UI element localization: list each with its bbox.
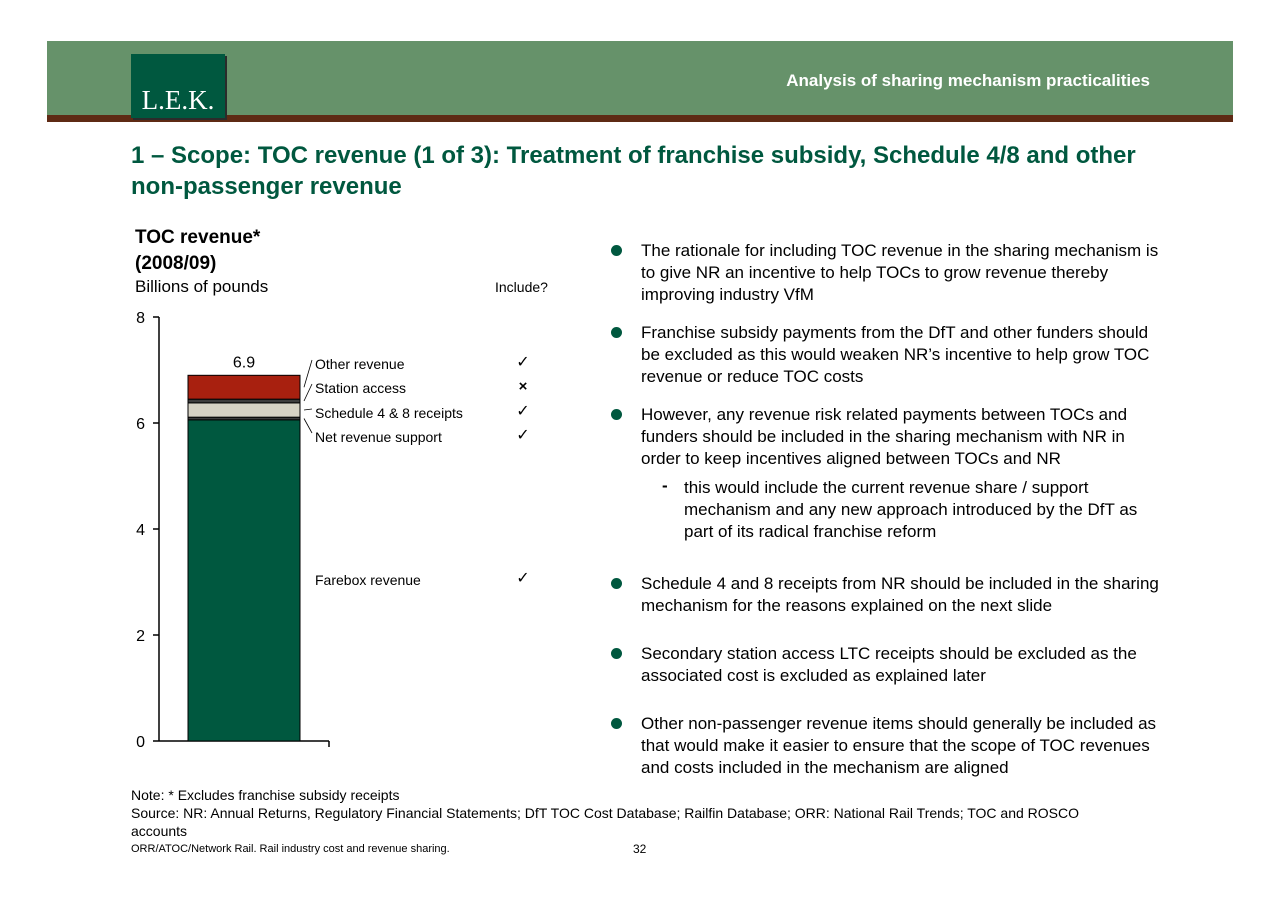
sub-bullet-item (608, 477, 1168, 543)
logo-text: L.E.K. (141, 85, 215, 115)
y-tick-label-0: 0 (136, 734, 145, 751)
segment-label-station-access: Station access (315, 380, 407, 396)
bullet-item (608, 404, 1168, 470)
bar-segment-station-access (188, 399, 300, 403)
chart-y-label: Billions of pounds (135, 277, 269, 296)
bar-segment-other-revenue (188, 375, 300, 399)
bullet-dot-icon (611, 718, 622, 729)
stacked-bar-chart (0, 0, 600, 780)
bullet-dot-icon (611, 409, 622, 420)
bullet-item (608, 643, 1168, 687)
bullet-item (608, 240, 1168, 306)
source-note: Source: NR: Annual Returns, Regulatory Financial Statements; DfT TOC Cost Database; Railfin Database; ORR: National Rail Trends; TOC and ROSCO accounts (131, 805, 1080, 839)
bar-segment-farebox-revenue (188, 420, 300, 741)
segment-label-other-revenue: Other revenue (315, 356, 405, 372)
y-tick-label-4: 4 (136, 522, 145, 539)
y-tick-label-6: 6 (136, 416, 145, 433)
bullet-dot-icon (611, 648, 622, 659)
slide-title: 1 – Scope: TOC revenue (1 of 3): Treatment of franchise subsidy, Schedule 4/8 and other non-passenger revenue (131, 142, 1136, 200)
bullet-text: The rationale for including TOC revenue in the sharing mechanism is to give NR an incentive to help TOCs to grow revenue thereby improving industry VfM (641, 241, 1159, 304)
bullet-text: Secondary station access LTC receipts should be excluded as the associated cost is excluded as explained later (641, 644, 1137, 685)
bullet-list (608, 240, 1168, 779)
include-mark-station-access: × (518, 378, 528, 395)
bullet-dot-icon (611, 245, 622, 256)
footer-text: ORR/ATOC/Network Rail. Rail industry cost and revenue sharing. (131, 843, 450, 855)
bar-total-label: 6.9 (232, 354, 256, 372)
header-title: Analysis of sharing mechanism practicalities (786, 71, 1150, 90)
leader-line-net-revenue-support (304, 418, 312, 433)
include-mark-other-revenue: ✓ (516, 354, 530, 371)
bullet-item (608, 713, 1168, 779)
bullet-text: Schedule 4 and 8 receipts from NR should be included in the sharing mechanism for the reasons explained on the next slide (641, 574, 1159, 615)
chart-title-line1: TOC revenue* (135, 227, 261, 248)
include-mark-farebox-revenue: ✓ (516, 570, 530, 587)
footnote: Note: * Excludes franchise subsidy receipts (131, 787, 400, 803)
include-mark-net-revenue-support: ✓ (516, 427, 530, 444)
dash-marker: - (662, 476, 668, 495)
page-number: 32 (633, 842, 647, 856)
bullet-item (608, 573, 1168, 617)
y-tick-label-2: 2 (136, 628, 145, 645)
segment-label-net-revenue-support: Net revenue support (315, 429, 442, 445)
leader-line-station-access (304, 384, 312, 401)
bullet-item (608, 322, 1168, 388)
sub-bullet-text: this would include the current revenue share / support mechanism and any new approach introduced by the DfT as part of its radical franchise reform (684, 478, 1138, 541)
bullet-dot-icon (611, 578, 622, 589)
chart-title-line2: (2008/09) (135, 253, 217, 274)
leader-line-other-revenue (304, 360, 312, 387)
bullet-text: Franchise subsidy payments from the DfT and other funders should be excluded as this would weaken NR’s incentive to help grow TOC revenue or reduce TOC costs (641, 323, 1150, 386)
y-tick-label-8: 8 (136, 310, 145, 327)
bullet-text: Other non-passenger revenue items should generally be included as that would make it easier to ensure that the scope of TOC revenues and costs included in the mechanism are aligned (641, 714, 1157, 777)
bullet-dot-icon (611, 327, 622, 338)
bar-segment-schedule-4-8-receipts (188, 403, 300, 417)
segment-label-farebox-revenue: Farebox revenue (315, 572, 421, 588)
leader-line-schedule-4-8-receipts (304, 409, 312, 410)
bullet-text: However, any revenue risk related payments between TOCs and funders should be included in the sharing mechanism with NR in order to keep incentives aligned between TOCs and NR (641, 405, 1128, 468)
include-mark-schedule-4-8-receipts: ✓ (516, 403, 530, 420)
include-header: Include? (495, 279, 548, 295)
segment-label-schedule-4-8-receipts: Schedule 4 & 8 receipts (315, 405, 463, 421)
